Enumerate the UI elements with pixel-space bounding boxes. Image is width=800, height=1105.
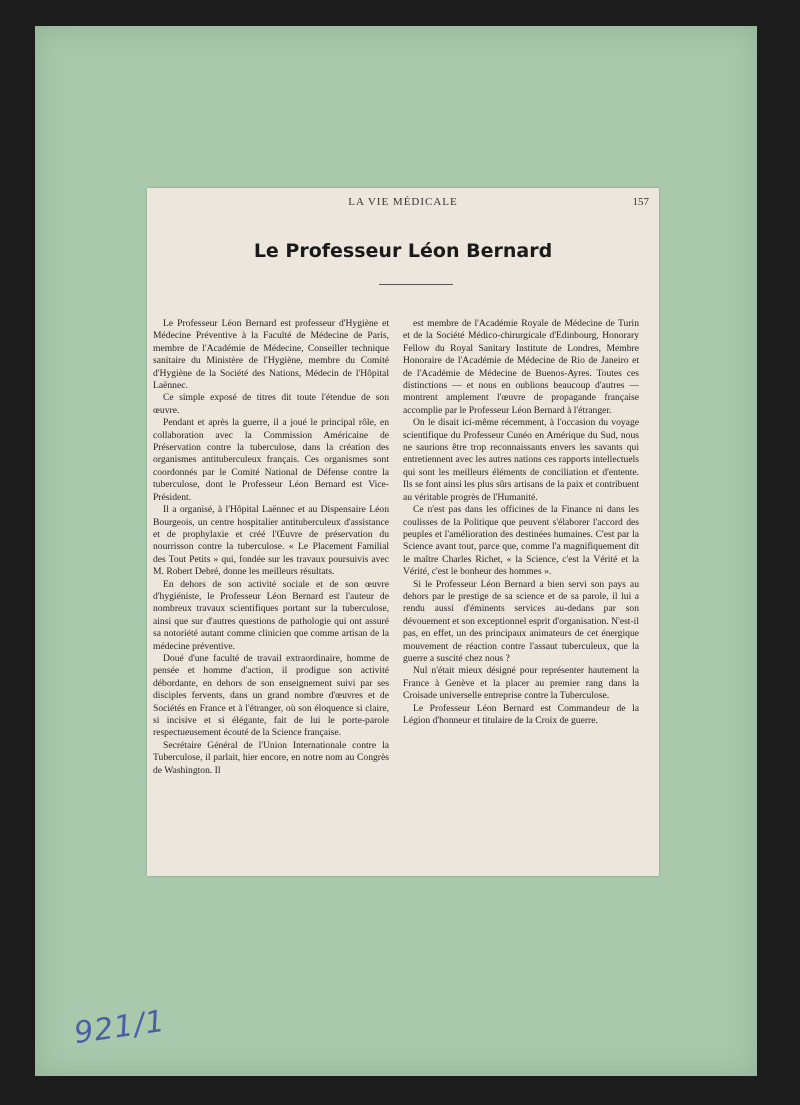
paragraph: Nul n'était mieux désigné pour représenter hautement la France à Genève et la placer au premier rang dans la Croisade universelle entreprise contre la Tuberculose. (403, 665, 639, 702)
paragraph: Le Professeur Léon Bernard est Commandeur de la Légion d'honneur et titulaire de la Croix de guerre. (403, 702, 639, 726)
article-title: Le Professeur Léon Bernard (253, 240, 553, 262)
paragraph: Secrétaire Général de l'Union Internationale contre la Tuberculose, il parlait, hier encore, en notre nom au Congrès de Washington. Il (153, 739, 389, 776)
paragraph: Le Professeur Léon Bernard est professeur d'Hygiène et Médecine Préventive à la Faculté de Médecine de Paris, membre de l'Académie de Médecine, Conseiller technique sanitaire du Ministère de l'Hygiène, membre du Comité d'Hygiène de la Société des Nations, Médecin de l'Hôpital Laënnec. (153, 318, 389, 392)
mounting-board (35, 26, 757, 1076)
paragraph: Ce simple exposé de titres dit toute l'étendue de son œuvre. (153, 392, 389, 416)
article-column-left (153, 318, 389, 874)
paragraph: En dehors de son activité sociale et de son œuvre d'hygiéniste, le Professeur Léon Bernard est l'auteur de nombreux travaux scientifiques portant sur la tuberculose, ainsi que sur d'autres questions de pathologie qui ont assuré sa notoriété autant comme clinicien que comme artisan de la médecine préventive. (153, 578, 389, 652)
journal-name: LA VIE MÉDICALE (348, 196, 458, 208)
paragraph: Il a organisé, à l'Hôpital Laënnec et au Dispensaire Léon Bourgeois, un centre hospitalier antituberculeux d'assistance et de prophylaxie et créé l'Œuvre de préservation du nourrisson contre la tuberculose. « Le Placement Familial des Tout Petits » qui, fondée sur les travaux poursuivis avec M. Robert Debré, donne les meilleurs résultats. (153, 504, 389, 578)
newspaper-clipping (147, 188, 659, 876)
running-header (147, 196, 659, 210)
paragraph: Pendant et après la guerre, il a joué le principal rôle, en collaboration avec la Commission Américaine de Préservation contre la tuberculose, dans la création des organismes antituberculeux français. Ces organismes sont coordonnés par le Comité National de Défense contre la tuberculose, dont le Professeur Léon Bernard est Vice-Président. (153, 417, 389, 503)
paragraph: Ce n'est pas dans les officines de la Finance ni dans les coulisses de la Politique que peuvent s'élaborer l'accord des peuples et l'amélioration des destinées humaines. C'est par la Science avant tout, parce que, comme l'a magnifiquement dit le maître Charles Richet, « la Science, c'est la Vérité et la Vérité, c'est le bonheur des hommes ». (403, 504, 639, 578)
paragraph: Si le Professeur Léon Bernard a bien servi son pays au dehors par le prestige de sa science et de sa parole, il lui a rendu aussi d'éminents services au-dedans par son dévouement et son exceptionnel esprit d'organisation. N'est-il pas, en effet, un des principaux animateurs de cet énergique mouvement de réaction contre l'assaut tuberculeux, que la guerre a suscité chez nous ? (403, 578, 639, 664)
paragraph: est membre de l'Académie Royale de Médecine de Turin et de la Société Médico-chirurgicale d'Edinbourg, Honorary Fellow du Royal Sanitary Institute de Londres, Membre Honoraire de l'Académie de Médecine de Rio de Janeiro et de l'Académie de Médecine de Buenos-Ayres. Toutes ces distinctions — et nous en oublions beaucoup d'autres — montrent amplement l'œuvre de propagande française accomplie par le Professeur Léon Bernard à l'étranger. (403, 318, 639, 416)
handwritten-archive-number: 921/1 (72, 1003, 168, 1052)
page-number: 157 (632, 196, 649, 208)
paragraph: Doué d'une faculté de travail extraordinaire, homme de pensée et homme d'action, il prodigue son activité débordante, en dehors de son enseignement suivi par ses disciples fervents, dans un grand nombre d'œuvres et de Sociétés en France et à l'étranger, où son éloquence si claire, si incisive et si élégante, fait de lui le porte-parole respectueusement écouté de la Science française. (153, 652, 389, 739)
article-column-right (403, 318, 639, 874)
title-rule (379, 284, 453, 285)
paragraph: On le disait ici-même récemment, à l'occasion du voyage scientifique du Professeur Cunéo en Amérique du Sud, nous ne saurions être trop reconnaissants envers les savants qui entretiennent avec les autres nations ces rapports intellectuels qui sont les meilleurs éléments de conciliation et d'entente. Ils se font ainsi les plus sûrs artisans de la paix et contribuent au véritable progrès de l'Humanité. (403, 417, 639, 503)
